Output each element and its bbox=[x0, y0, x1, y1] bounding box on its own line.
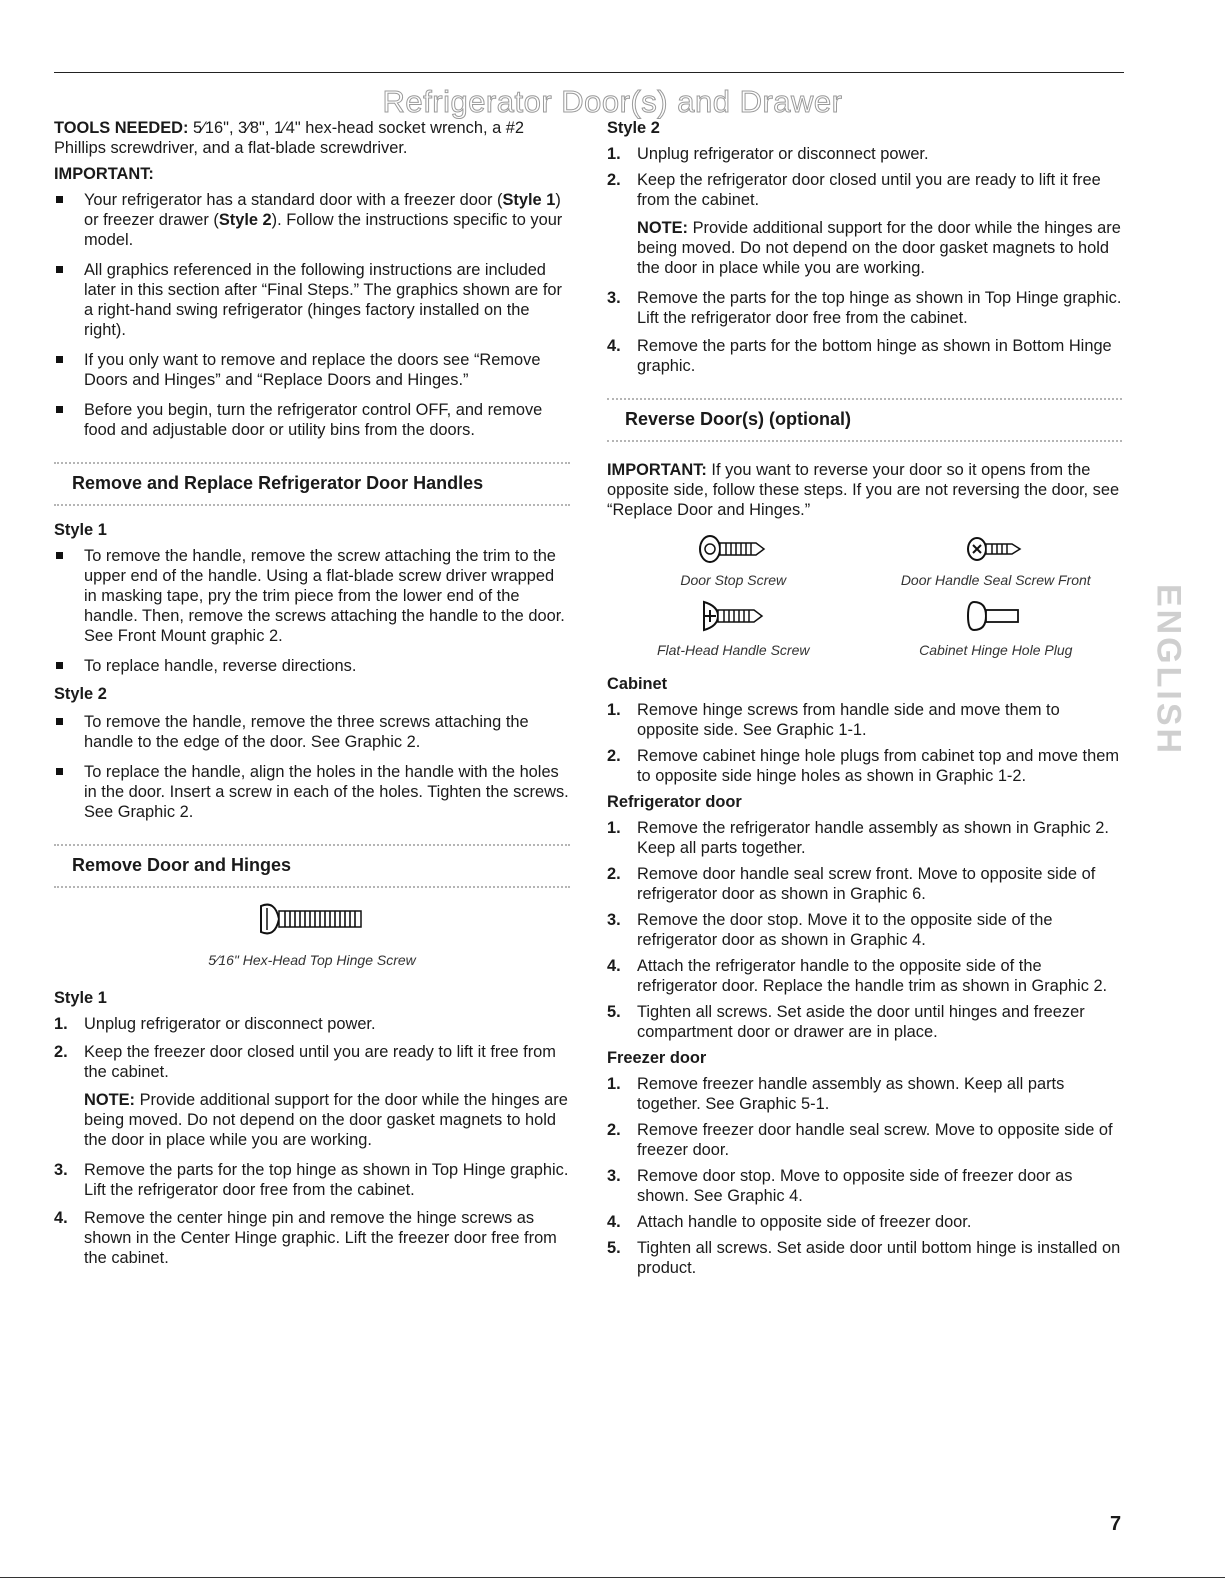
step-number: 2. bbox=[54, 1043, 68, 1061]
step-text: Remove freezer handle assembly as shown. Keep all parts together. See Graphic 5-1. bbox=[637, 1075, 1065, 1113]
freezer-step-1 bbox=[607, 1074, 1122, 1114]
section-heading-remove-door: Remove Door and Hinges bbox=[54, 844, 570, 888]
important-bullet-4: Before you begin, turn the refrigerator control OFF, and remove food and adjustable door or utility bins from the doors. bbox=[54, 400, 570, 440]
step-number: 1. bbox=[607, 1075, 621, 1093]
freezer-step-5 bbox=[607, 1238, 1122, 1278]
freezer-door-title: Freezer door bbox=[607, 1049, 707, 1067]
text: Style 2 bbox=[218, 211, 272, 229]
section-heading-reverse: Reverse Door(s) (optional) bbox=[607, 398, 1122, 442]
step-text: Remove freezer door handle seal screw. Move to opposite side of freezer door. bbox=[637, 1121, 1113, 1159]
remove-style-1: Style 1 bbox=[54, 989, 107, 1007]
remove-note bbox=[84, 1090, 570, 1150]
step-number: 1. bbox=[607, 701, 621, 719]
step-text: Keep the refrigerator door closed until you are ready to lift it free from the cabinet. bbox=[637, 171, 1101, 209]
text: ). Follow the instructions specific to your model. bbox=[84, 211, 563, 249]
remove-step-4 bbox=[54, 1208, 570, 1268]
important-text: If you want to reverse your door so it opens from the opposite side, follow these steps. If you are not reversing the door, see “Replace Door and Hinges.” bbox=[607, 461, 1120, 519]
text: Style 1 bbox=[502, 191, 556, 209]
section-heading-handles: Remove and Replace Refrigerator Door Handles bbox=[54, 462, 570, 506]
remove-step-2 bbox=[54, 1042, 570, 1150]
right-column bbox=[607, 118, 1122, 1278]
handles-style1-bullet-1: To remove the handle, remove the screw attaching the trim to the upper end of the handle. Using a flat-blade screw driver wrapped in masking tape, pry the trim piece from the lower end of the handle. Then, remove the screws attaching the handle to the door. See Front Mount graphic 2. bbox=[54, 546, 570, 646]
step-number: 2. bbox=[607, 171, 621, 189]
style2-step-4 bbox=[607, 336, 1122, 376]
style-2-title: Style 2 bbox=[607, 119, 660, 137]
handles-style2-bullet-1: To remove the handle, remove the three screws attaching the handle to the edge of the door. See Graphic 2. bbox=[54, 712, 570, 752]
step-number: 1. bbox=[607, 145, 621, 163]
step-text: Remove the door stop. Move it to the opposite side of the refrigerator door as shown in Graphic 4. bbox=[637, 911, 1053, 949]
seal-screw-figure bbox=[870, 534, 1123, 590]
reverse-important bbox=[607, 460, 1122, 520]
important-label: IMPORTANT: bbox=[607, 461, 707, 479]
hole-plug-icon bbox=[966, 598, 1026, 634]
step-number: 5. bbox=[607, 1239, 621, 1257]
seal-screw-caption: Door Handle Seal Screw Front bbox=[900, 572, 1091, 588]
handles-style-1: Style 1 bbox=[54, 521, 107, 539]
hex-head-screw-caption: 5⁄16" Hex-Head Top Hinge Screw bbox=[208, 952, 416, 968]
step-text: Remove the parts for the bottom hinge as shown in Bottom Hinge graphic. bbox=[637, 337, 1112, 375]
seal-screw-icon bbox=[966, 534, 1026, 564]
flat-head-screw-icon bbox=[698, 598, 768, 634]
style2-note bbox=[637, 218, 1122, 278]
step-text: Keep the freezer door closed until you are ready to lift it free from the cabinet. bbox=[84, 1043, 556, 1081]
step-text: Tighten all screws. Set aside the door until hinges and freezer compartment door or drawer are in place. bbox=[637, 1003, 1085, 1041]
fridge-step-3 bbox=[607, 910, 1122, 950]
step-text: Remove the refrigerator handle assembly as shown in Graphic 2. Keep all parts together. bbox=[637, 819, 1109, 857]
style2-step-1 bbox=[607, 144, 1122, 164]
step-number: 3. bbox=[54, 1161, 68, 1179]
top-rule bbox=[54, 72, 1124, 73]
fridge-step-2 bbox=[607, 864, 1122, 904]
step-number: 1. bbox=[607, 819, 621, 837]
freezer-step-2 bbox=[607, 1120, 1122, 1160]
hex-head-screw-figure bbox=[54, 902, 570, 970]
step-number: 4. bbox=[54, 1209, 68, 1227]
step-number: 4. bbox=[607, 1213, 621, 1231]
text: ) or freezer drawer ( bbox=[84, 191, 561, 229]
important-bullet-1 bbox=[54, 190, 570, 250]
cabinet-step-2 bbox=[607, 746, 1122, 786]
step-number: 5. bbox=[607, 1003, 621, 1021]
page-title: Refrigerator Door(s) and Drawer bbox=[382, 84, 843, 119]
tools-needed bbox=[54, 118, 570, 158]
flat-head-screw-caption: Flat-Head Handle Screw bbox=[656, 642, 810, 658]
text: Your refrigerator has a standard door with a freezer door ( bbox=[84, 191, 503, 209]
step-number: 3. bbox=[607, 1167, 621, 1185]
note-label: NOTE: bbox=[637, 219, 688, 237]
style2-step-2 bbox=[607, 170, 1122, 278]
step-number: 1. bbox=[54, 1015, 68, 1033]
fridge-step-1 bbox=[607, 818, 1122, 858]
handles-style2-bullet-2: To replace the handle, align the holes in the handle with the holes in the door. Insert a screw in each of the holes. Tighten the screws. See Graphic 2. bbox=[54, 762, 570, 822]
fridge-door-title: Refrigerator door bbox=[607, 793, 742, 811]
step-number: 2. bbox=[607, 865, 621, 883]
cabinet-title: Cabinet bbox=[607, 675, 668, 693]
step-number: 4. bbox=[607, 337, 621, 355]
handles-style-2: Style 2 bbox=[54, 685, 107, 703]
door-stop-screw-caption: Door Stop Screw bbox=[680, 572, 787, 588]
screw-figures bbox=[607, 534, 1122, 660]
important-bullet-3: If you only want to remove and replace the doors see “Remove Doors and Hinges” and “Replace Doors and Hinges.” bbox=[54, 350, 570, 390]
tools-text: 5⁄16", 3⁄8", 1⁄4" hex-head socket wrench, a #2 Phillips screwdriver, and a flat-blade screwdriver. bbox=[54, 119, 524, 157]
door-stop-screw-icon bbox=[698, 534, 768, 564]
tools-label: TOOLS NEEDED: bbox=[54, 119, 189, 137]
step-number: 2. bbox=[607, 1121, 621, 1139]
important-label: IMPORTANT: bbox=[54, 165, 154, 183]
step-number: 3. bbox=[607, 289, 621, 307]
page-number: 7 bbox=[1110, 1513, 1122, 1535]
step-text: Remove cabinet hinge hole plugs from cabinet top and move them to opposite side hinge holes as shown in Graphic 1-2. bbox=[637, 747, 1119, 785]
important-bullet-2: All graphics referenced in the following instructions are included later in this section after “Final Steps.” The graphics shown are for a right-hand swing refrigerator (hinges factory installed on the right). bbox=[54, 260, 570, 340]
step-text: Unplug refrigerator or disconnect power. bbox=[637, 145, 929, 163]
flat-head-screw-figure bbox=[607, 598, 860, 660]
step-number: 4. bbox=[607, 957, 621, 975]
step-number: 3. bbox=[607, 911, 621, 929]
step-text: Remove the center hinge pin and remove the hinge screws as shown in the Center Hinge graphic. Lift the freezer door free from the cabinet. bbox=[84, 1209, 557, 1267]
fridge-step-5 bbox=[607, 1002, 1122, 1042]
language-side-tab bbox=[1150, 580, 1186, 760]
bottom-rule bbox=[0, 1577, 1225, 1578]
step-text: Remove door stop. Move to opposite side of freezer door as shown. See Graphic 4. bbox=[637, 1167, 1073, 1205]
step-text: Remove the parts for the top hinge as shown in Top Hinge graphic. Lift the refrigerator door free from the cabinet. bbox=[637, 289, 1122, 327]
remove-step-3 bbox=[54, 1160, 570, 1200]
style2-step-3 bbox=[607, 288, 1122, 328]
step-text: Attach the refrigerator handle to the opposite side of the refrigerator door. Replace the handle trim as shown in Graphic 2. bbox=[637, 957, 1108, 995]
note-text: Provide additional support for the door while the hinges are being moved. Do not depend on the door gasket magnets to hold the door in place while you are working. bbox=[84, 1091, 568, 1149]
hole-plug-caption: Cabinet Hinge Hole Plug bbox=[919, 642, 1073, 658]
step-number: 2. bbox=[607, 747, 621, 765]
door-stop-screw-figure bbox=[607, 534, 860, 590]
fridge-step-4 bbox=[607, 956, 1122, 996]
language-tab-label: ENGLISH bbox=[1149, 583, 1188, 757]
freezer-step-3 bbox=[607, 1166, 1122, 1206]
note-label: NOTE: bbox=[84, 1091, 135, 1109]
step-text: Tighten all screws. Set aside door until bottom hinge is installed on product. bbox=[637, 1239, 1121, 1277]
note-text: Provide additional support for the door while the hinges are being moved. Do not depend on the door gasket magnets to hold the door in place while you are working. bbox=[637, 219, 1121, 277]
freezer-step-4 bbox=[607, 1212, 1122, 1232]
hole-plug-figure bbox=[870, 598, 1123, 660]
hex-head-screw-icon bbox=[257, 902, 367, 936]
step-text: Unplug refrigerator or disconnect power. bbox=[84, 1015, 376, 1033]
step-text: Remove the parts for the top hinge as shown in Top Hinge graphic. Lift the refrigerator door free from the cabinet. bbox=[84, 1161, 569, 1199]
step-text: Attach handle to opposite side of freezer door. bbox=[637, 1213, 972, 1231]
cabinet-step-1 bbox=[607, 700, 1122, 740]
step-text: Remove door handle seal screw front. Move to opposite side of refrigerator door as shown in Graphic 6. bbox=[637, 865, 1096, 903]
left-column bbox=[54, 118, 570, 1268]
remove-step-1 bbox=[54, 1014, 570, 1034]
handles-style1-bullet-2: To replace handle, reverse directions. bbox=[54, 656, 570, 676]
step-text: Remove hinge screws from handle side and move them to opposite side. See Graphic 1-1. bbox=[637, 701, 1060, 739]
